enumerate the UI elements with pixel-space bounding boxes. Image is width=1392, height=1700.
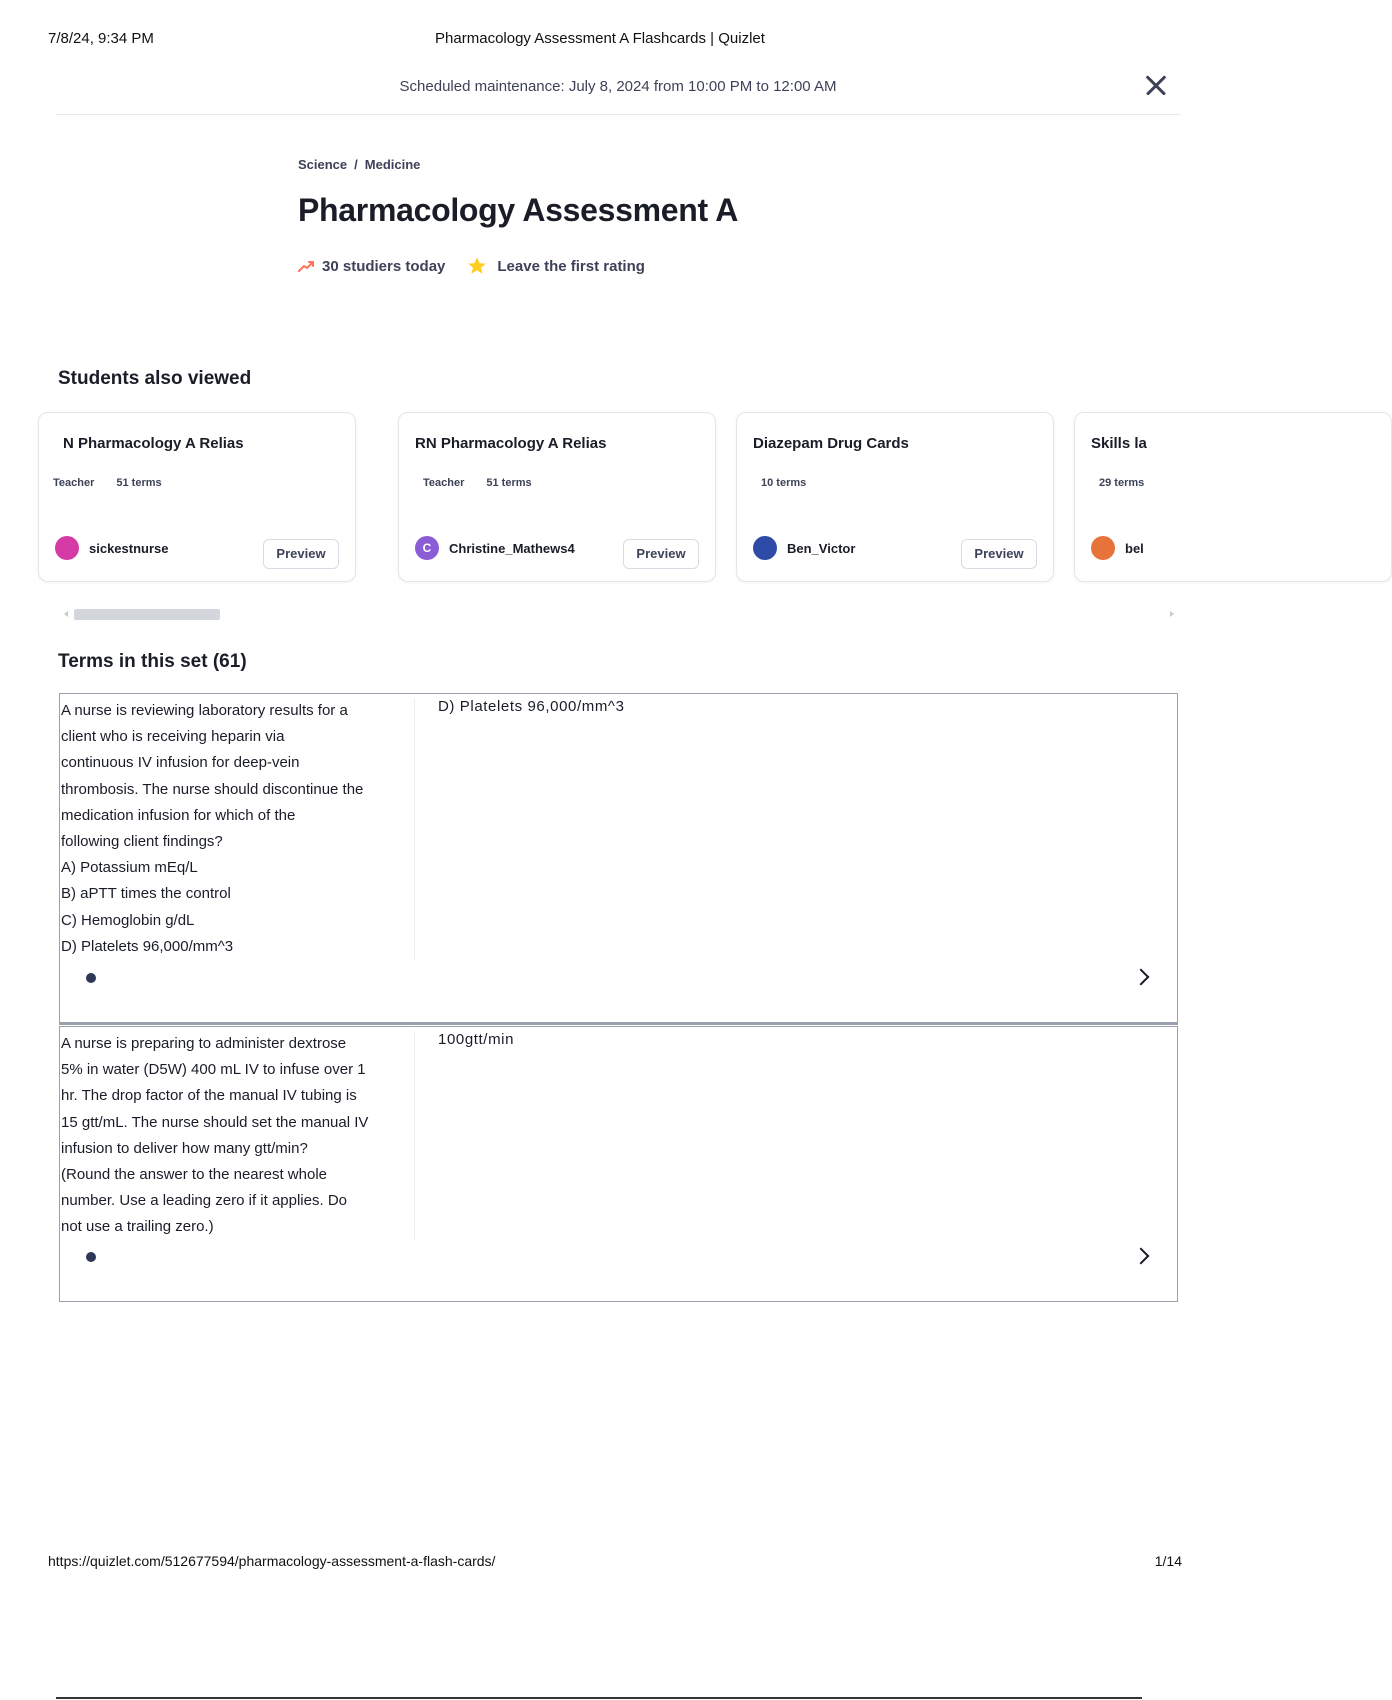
scroll-left-icon[interactable] — [64, 611, 68, 617]
teacher-badge: Teacher — [53, 477, 95, 489]
set-card-user — [1091, 536, 1144, 560]
set-stats — [298, 256, 645, 276]
carousel-scrollbar[interactable] — [62, 608, 1176, 620]
print-url: https://quizlet.com/512677594/pharmacology-assessment-a-flash-cards/ — [48, 1553, 496, 1569]
chevron-right-icon[interactable] — [1133, 969, 1150, 986]
term-back: D) Platelets 96,000/mm^3 — [438, 698, 625, 715]
students-also-viewed-carousel — [53, 410, 1180, 595]
breadcrumb-medicine[interactable]: Medicine — [364, 157, 421, 172]
print-page-number: 1/14 — [1154, 1553, 1182, 1569]
set-card[interactable] — [38, 412, 356, 582]
set-card-meta — [53, 477, 162, 489]
audio-icon[interactable] — [86, 1252, 96, 1262]
set-card-title: N Pharmacology A Relias — [63, 435, 244, 452]
username: bel — [1125, 540, 1144, 556]
scroll-thumb[interactable] — [74, 609, 220, 620]
chevron-right-icon[interactable] — [1133, 1248, 1150, 1265]
avatar: C — [415, 536, 439, 560]
students-also-viewed-heading: Students also viewed — [58, 368, 252, 389]
leave-rating-link[interactable]: Leave the first rating — [497, 257, 645, 275]
avatar — [1091, 536, 1115, 560]
set-card[interactable] — [398, 412, 716, 582]
maintenance-banner — [56, 70, 1180, 115]
audio-icon[interactable] — [86, 973, 96, 983]
set-card-title: RN Pharmacology A Relias — [415, 435, 607, 452]
avatar — [55, 536, 79, 560]
set-card[interactable] — [736, 412, 1054, 582]
preview-button[interactable]: Preview — [263, 539, 339, 569]
terms-heading: Terms in this set (61) — [58, 651, 247, 672]
breadcrumb-science[interactable]: Science — [298, 157, 348, 172]
username: Christine_Mathews4 — [449, 540, 575, 556]
set-card[interactable] — [1074, 412, 1392, 582]
print-title: Pharmacology Assessment A Flashcards | Quizlet — [435, 30, 765, 47]
term-card — [59, 693, 1178, 1025]
breadcrumb — [298, 157, 420, 172]
set-card-title: Skills la — [1091, 435, 1147, 452]
page-title: Pharmacology Assessment A — [298, 192, 739, 228]
username: sickestnurse — [89, 540, 169, 556]
set-card-title: Diazepam Drug Cards — [753, 435, 909, 452]
term-front: A nurse is reviewing laboratory results for a client who is receiving heparin via continuous IV infusion for deep-vein thrombosis. The nurse should discontinue the medication infusion for which of the following client findings? A) Potassium mEq/L B) aPTT times the control C) Hemoglobin g/dL D) Platelets 96,000/mm^3 — [61, 698, 415, 960]
set-card-meta — [761, 477, 806, 489]
set-card-user — [753, 536, 855, 560]
studiers-count: 30 studiers today — [322, 257, 446, 275]
term-count: 51 terms — [116, 477, 162, 489]
username: Ben_Victor — [787, 540, 856, 556]
trending-icon — [298, 260, 314, 272]
set-card-user — [55, 536, 169, 560]
close-icon[interactable] — [1140, 70, 1170, 100]
term-count: 10 terms — [761, 477, 807, 489]
preview-button[interactable]: Preview — [961, 539, 1037, 569]
set-card-meta — [423, 477, 532, 489]
set-card-user — [415, 536, 575, 560]
term-card — [59, 1026, 1178, 1302]
term-count: 51 terms — [486, 477, 532, 489]
term-back: 100gtt/min — [438, 1031, 515, 1048]
term-count: 29 terms — [1099, 477, 1145, 489]
preview-button[interactable]: Preview — [623, 539, 699, 569]
banner-text: Scheduled maintenance: July 8, 2024 from 10:00 PM to 12:00 AM — [399, 78, 837, 95]
set-card-meta — [1099, 477, 1144, 489]
page-divider — [56, 1697, 1142, 1699]
print-header — [48, 30, 1152, 52]
star-icon[interactable] — [467, 256, 487, 276]
print-date: 7/8/24, 9:34 PM — [48, 30, 154, 47]
teacher-badge: Teacher — [423, 477, 465, 489]
avatar — [753, 536, 777, 560]
scroll-right-icon[interactable] — [1170, 611, 1174, 617]
breadcrumb-separator: / — [354, 157, 358, 172]
term-front: A nurse is preparing to administer dextrose 5% in water (D5W) 400 mL IV to infuse over 1 hr. The drop factor of the manual IV tubing is 15 gtt/mL. The nurse should set the manual IV infusion to deliver how many gtt/min? (Round the answer to the nearest whole number. Use a leading zero if it applies. Do not use a trailing zero.) — [61, 1031, 415, 1241]
